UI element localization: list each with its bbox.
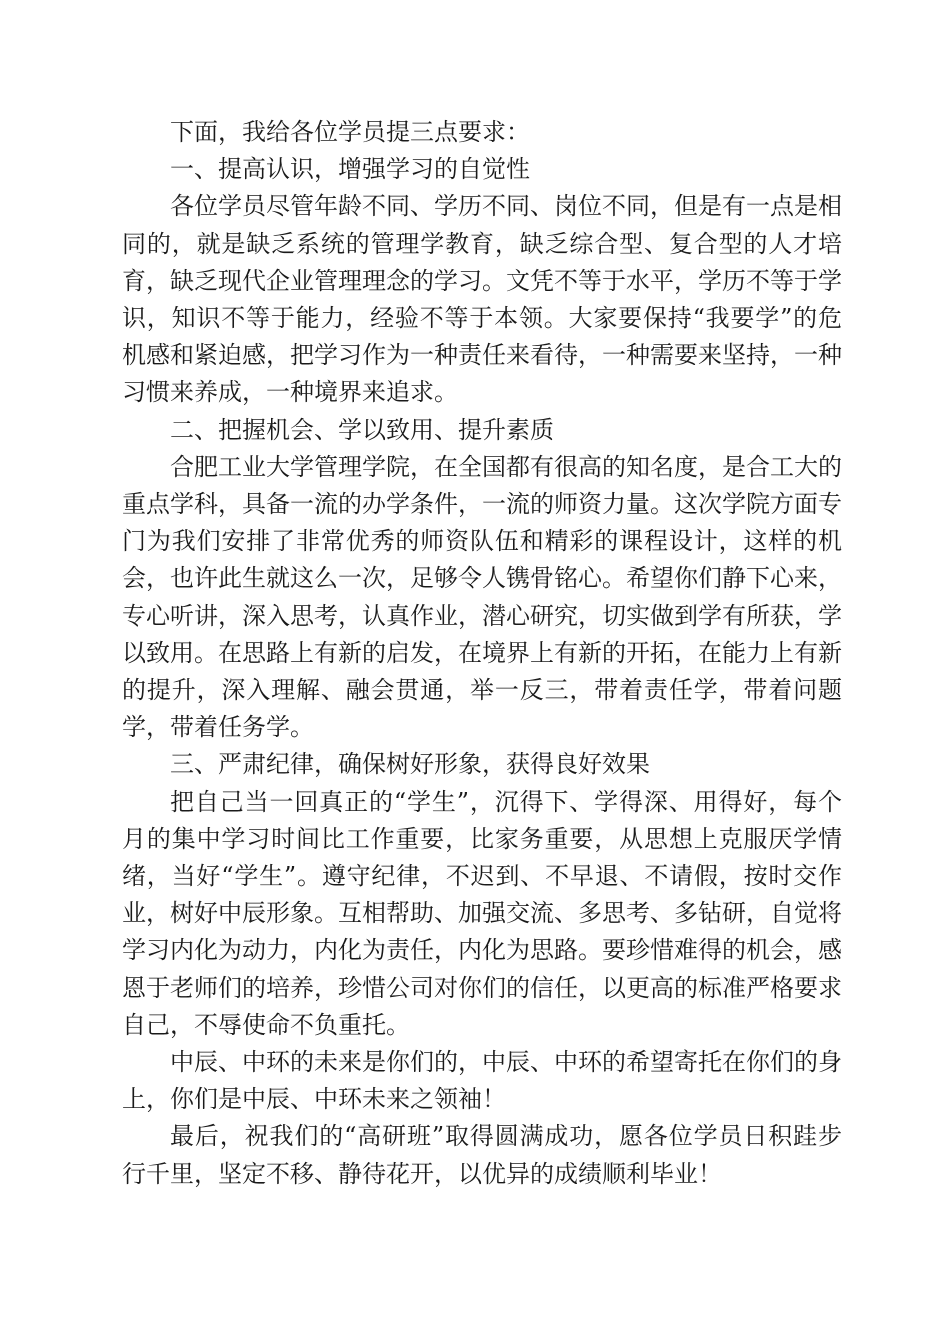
document-body bbox=[122, 114, 842, 1193]
section-2-paragraph: 合肥工业大学管理学院，在全国都有很高的知名度，是合工大的重点学科，具备一流的办学条件，一流的师资力量。这次学院方面专门为我们安排了非常优秀的师资队伍和精彩的课程设计，这样的机会，也许此生就这么一次，足够令人镌骨铭心。希望你们静下心来，专心听讲，深入思考，认真作业，潜心研究，切实做到学有所获，学以致用。在思路上有新的启发，在境界上有新的开拓，在能力上有新的提升，深入理解、融会贯通，举一反三，带着责任学，带着问题学，带着任务学。 bbox=[122, 452, 842, 742]
section-heading-2: 二、把握机会、学以致用、提升素质 bbox=[170, 415, 554, 444]
section-3-paragraph: 把自己当一回真正的“学生”，沉得下、学得深、用得好，每个月的集中学习时间比工作重要，比家务重要，从思想上克服厌学情绪，当好“学生”。遵守纪律，不迟到、不早退、不请假，按时交作业，树好中辰形象。互相帮助、加强交流、多思考、多钻研，自觉将学习内化为动力，内化为责任，内化为思路。要珍惜难得的机会，感恩于老师们的培养，珍惜公司对你们的信任，以更高的标准严格要求自己，不辱使命不负重托。 bbox=[122, 787, 842, 1039]
closing-paragraph: 最后，祝我们的“高研班”取得圆满成功，愿各位学员日积跬步行千里，坚定不移、静待花开，以优异的成绩顺利毕业！ bbox=[122, 1122, 842, 1188]
future-paragraph: 中辰、中环的未来是你们的，中辰、中环的希望寄托在你们的身上，你们是中辰、中环未来之领袖！ bbox=[122, 1048, 842, 1114]
section-heading-3: 三、严肃纪律，确保树好形象，获得良好效果 bbox=[170, 750, 650, 779]
section-1-paragraph: 各位学员尽管年龄不同、学历不同、岗位不同，但是有一点是相同的，就是缺乏系统的管理学教育，缺乏综合型、复合型的人才培育，缺乏现代企业管理理念的学习。文凭不等于水平，学历不等于学识，知识不等于能力，经验不等于本领。大家要保持“我要学”的危机感和紧迫感，把学习作为一种责任来看待，一种需要来坚持，一种习惯来养成，一种境界来追求。 bbox=[122, 192, 842, 407]
intro-paragraph: 下面，我给各位学员提三点要求： bbox=[170, 118, 530, 146]
section-heading-1: 一、提高认识，增强学习的自觉性 bbox=[170, 155, 530, 184]
